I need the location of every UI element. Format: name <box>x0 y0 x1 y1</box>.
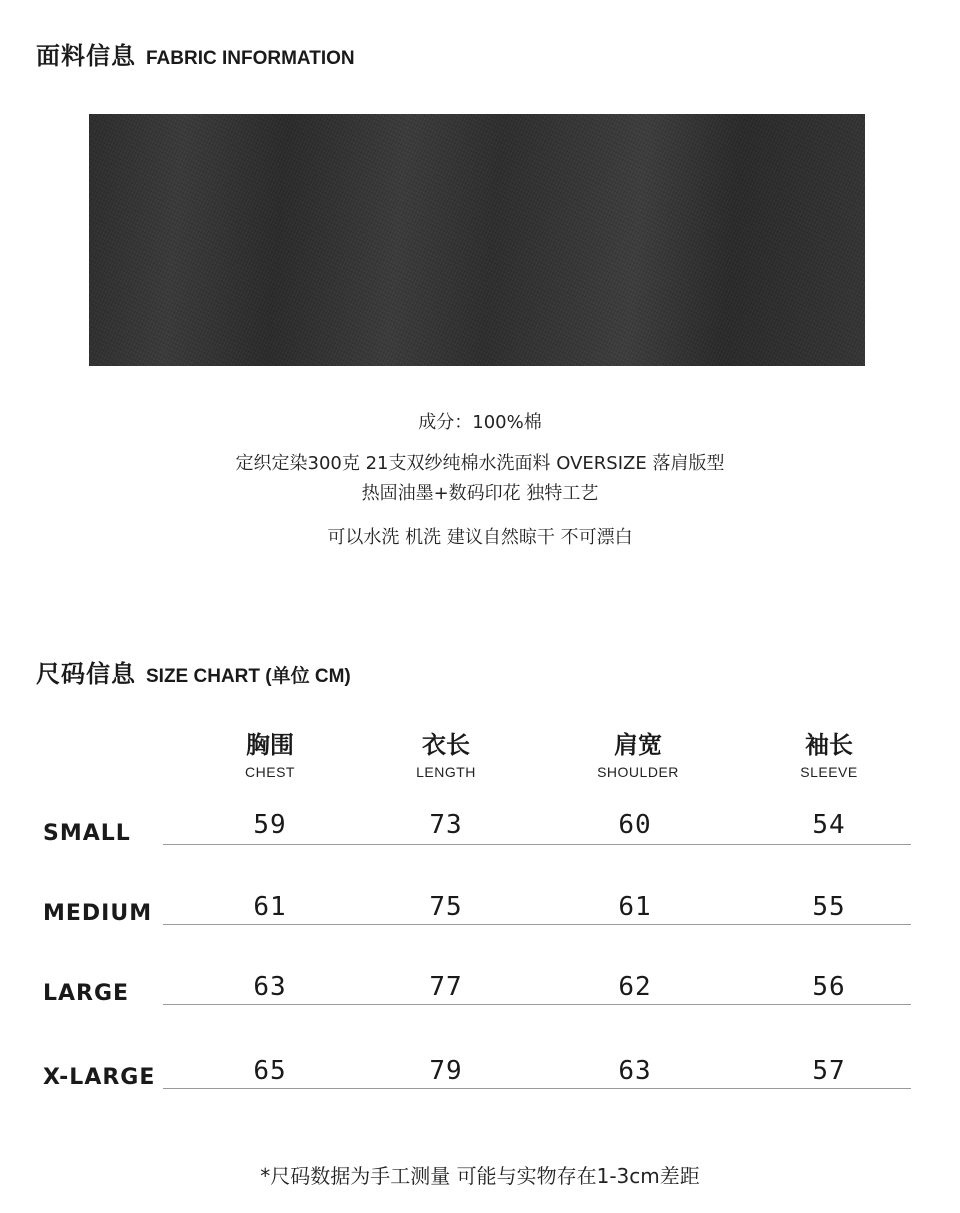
column-header-en: LENGTH <box>416 764 476 780</box>
row-label-large: LARGE <box>43 981 130 1006</box>
column-header-en: SLEEVE <box>800 764 858 780</box>
cell-x-large-length: 79 <box>429 1056 463 1086</box>
size-title-zh: 尺码信息 <box>36 660 136 688</box>
cell-medium-chest: 61 <box>253 892 287 922</box>
column-header-sleeve <box>749 730 909 780</box>
column-header-chest <box>190 730 350 780</box>
cell-small-chest: 59 <box>253 810 287 840</box>
column-header-en: SHOULDER <box>597 764 679 780</box>
cell-large-shoulder: 62 <box>618 972 652 1002</box>
row-label-medium: MEDIUM <box>43 901 153 926</box>
fabric-section-header <box>36 36 355 71</box>
fabric-care-instructions: 可以水洗 机洗 建议自然晾干 不可漂白 <box>327 527 633 548</box>
row-divider <box>163 844 911 845</box>
cell-medium-length: 75 <box>429 892 463 922</box>
cell-x-large-chest: 65 <box>253 1056 287 1086</box>
cell-x-large-sleeve: 57 <box>812 1056 846 1086</box>
fabric-swatch-image <box>89 114 865 366</box>
fabric-title-zh: 面料信息 <box>36 42 136 70</box>
cell-medium-sleeve: 55 <box>812 892 846 922</box>
column-header-zh: 肩宽 <box>614 731 662 759</box>
fabric-spec: 定织定染300克 21支双纱纯棉水洗面料 OVERSIZE 落肩版型 <box>235 453 725 474</box>
cell-small-length: 73 <box>429 810 463 840</box>
column-header-shoulder <box>558 730 718 780</box>
cell-large-sleeve: 56 <box>812 972 846 1002</box>
cell-large-length: 77 <box>429 972 463 1002</box>
size-section-header <box>36 654 351 689</box>
fabric-composition: 成分：100%棉 <box>418 412 542 433</box>
column-header-length <box>366 730 526 780</box>
fabric-print-process: 热固油墨+数码印花 独特工艺 <box>361 483 599 504</box>
cell-x-large-shoulder: 63 <box>618 1056 652 1086</box>
cell-small-sleeve: 54 <box>812 810 846 840</box>
row-divider <box>163 924 911 925</box>
measurement-footnote: *尺码数据为手工测量 可能与实物存在1-3cm差距 <box>260 1164 700 1188</box>
cell-large-chest: 63 <box>253 972 287 1002</box>
size-title-en: SIZE CHART (单位 CM) <box>146 666 351 687</box>
column-header-zh: 衣长 <box>422 731 470 759</box>
row-divider <box>163 1088 911 1089</box>
row-label-small: SMALL <box>43 821 131 846</box>
column-header-en: CHEST <box>245 764 295 780</box>
fabric-title-en: FABRIC INFORMATION <box>146 48 355 69</box>
row-label-x-large: X-LARGE <box>43 1065 156 1090</box>
cell-small-shoulder: 60 <box>618 810 652 840</box>
cell-medium-shoulder: 61 <box>618 892 652 922</box>
column-header-zh: 胸围 <box>246 731 294 759</box>
column-header-zh: 袖长 <box>805 731 853 759</box>
row-divider <box>163 1004 911 1005</box>
